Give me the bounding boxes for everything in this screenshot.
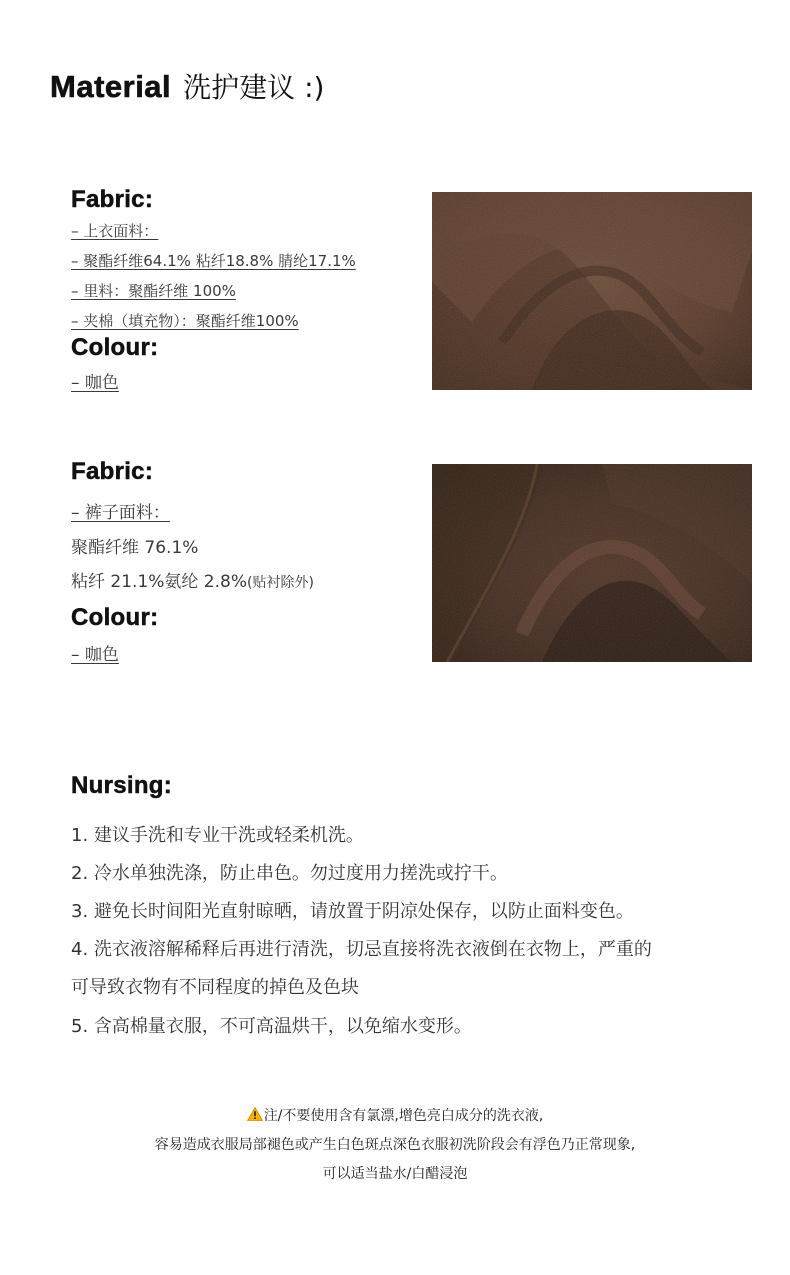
page-title: [50, 66, 324, 106]
fabric2-line-3-main: 粘纤 21.1%氨纶 2.8%: [71, 572, 248, 592]
colour-heading-1: Colour:: [71, 334, 159, 361]
colour-value-1: – 咖色: [71, 373, 119, 393]
notice-line-3: 可以适当盐水/白醋浸泡: [322, 1166, 468, 1182]
fabric2-line-1: – 裤子面料：: [71, 503, 170, 523]
fabric-image-1: [432, 192, 752, 390]
nursing-item-5: 5. 含高棉量衣服，不可高温烘干，以免缩水变形。: [71, 1016, 472, 1037]
fabric-heading-2: Fabric:: [71, 458, 154, 485]
warning-icon: [247, 1107, 263, 1121]
fabric2-line-3-note: (贴衬除外): [247, 575, 314, 591]
notice-text-1: 注/不要使用含有氯漂,增色亮白成分的洗衣液,: [263, 1108, 544, 1124]
fabric-image-2: [432, 464, 752, 662]
notice-line-2: 容易造成衣服局部褪色或产生白色斑点深色衣服初洗阶段会有浮色乃正常现象,: [154, 1137, 636, 1153]
notice-line-1: [0, 1105, 790, 1125]
nursing-item-4: 4. 洗衣液溶解稀释后再进行清洗，切忌直接将洗衣液倒在衣物上，严重的: [71, 939, 652, 960]
colour-value-2: – 咖色: [71, 645, 119, 665]
nursing-item-1: 1. 建议手洗和专业干洗或轻柔机洗。: [71, 825, 364, 846]
brown-fabric-swatch-icon: [432, 464, 752, 662]
title-bold: Material: [50, 69, 172, 104]
nursing-item-3: 3. 避免长时间阳光直射晾晒，请放置于阴凉处保存，以防止面料变色。: [71, 901, 634, 922]
nursing-item-2: 2. 冷水单独洗涤，防止串色。勿过度用力搓洗或拧干。: [71, 863, 508, 884]
fabric2-line-2: 聚酯纤维 76.1%: [71, 538, 199, 558]
fabric1-line-1: – 上衣面料：: [71, 222, 159, 240]
fabric1-line-3: – 里料：聚酯纤维 100%: [71, 282, 236, 300]
nursing-item-4-cont: 可导致衣物有不同程度的掉色及色块: [71, 977, 359, 998]
fabric1-line-2: – 聚酯纤维64.1% 粘纤18.8% 腈纶17.1%: [71, 252, 356, 270]
colour-heading-2: Colour:: [71, 604, 159, 631]
fabric-heading-1: Fabric:: [71, 186, 154, 213]
nursing-heading: Nursing:: [71, 772, 173, 799]
fabric1-line-4: – 夹棉（填充物）：聚酯纤维100%: [71, 312, 299, 330]
brown-fabric-swatch-icon: [432, 192, 752, 390]
fabric2-line-3: [71, 567, 314, 592]
title-cn: 洗护建议 :): [183, 71, 325, 104]
